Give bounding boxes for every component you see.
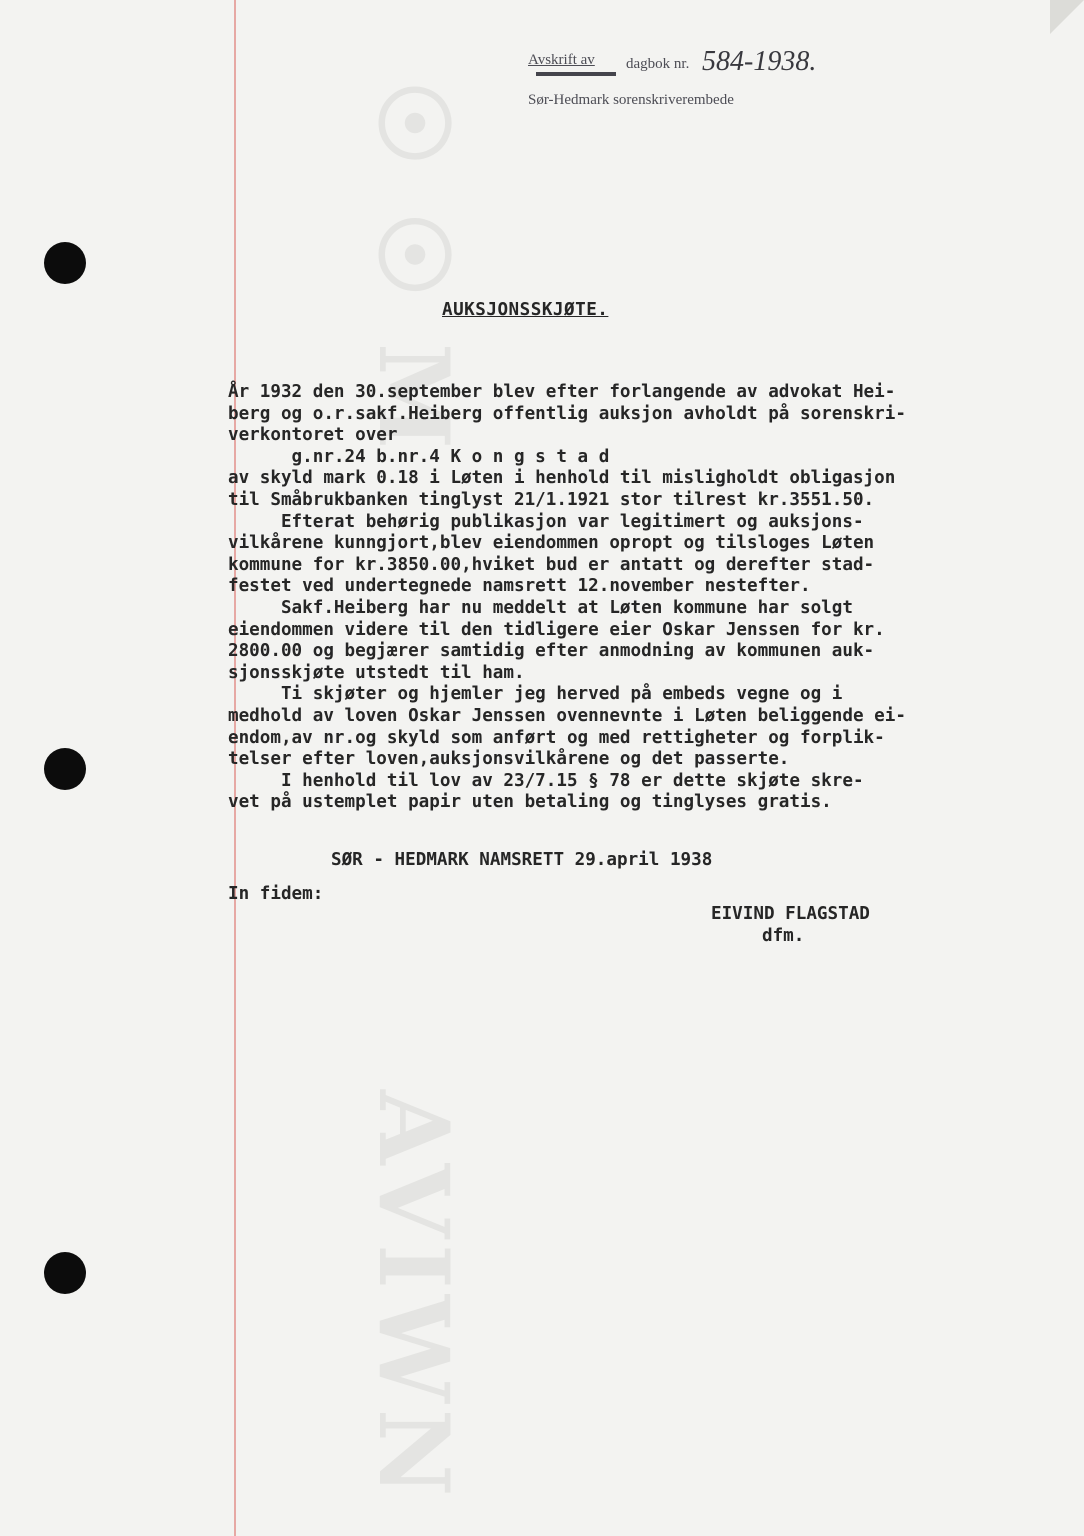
- document-body-line: Efterat behørig publikasjon var legitimert og auksjons-: [228, 511, 864, 532]
- stamp-dagbok-number: 584-1938.: [702, 46, 817, 77]
- document-body-line: telser efter loven,auksjonsvilkårene og det passerte.: [228, 749, 790, 770]
- document-body-line: endom,av nr.og skyld som anført og med rettigheter og forplik-: [228, 727, 885, 748]
- watermark-bottom: AVIWN: [357, 1090, 470, 1503]
- document-body-line: Ti skjøter og hjemler jeg herved på embeds vegne og i: [228, 684, 843, 705]
- signer-name: EIVIND FLAGSTAD: [711, 904, 870, 924]
- archive-stamp: [528, 46, 858, 108]
- folded-corner: [1050, 0, 1084, 34]
- document-body-line: vet på ustemplet papir uten betaling og tinglyses gratis.: [228, 792, 832, 813]
- stamp-strikeout: [536, 72, 616, 76]
- document-body-line: til Småbrukbanken tinglyst 21/1.1921 stor tilrest kr.3551.50.: [228, 490, 875, 510]
- document-body-line: I henhold til lov av 23/7.15 § 78 er dette skjøte skre-: [228, 770, 864, 791]
- document-body-line: festet ved undertegnede namsrett 12.november nestefter.: [228, 576, 811, 597]
- punch-hole: [44, 1252, 86, 1294]
- document-body-line: vilkårene kunngjort,blev eiendommen opropt og tilsloges Løten: [228, 533, 875, 554]
- document-body-line: Sakf.Heiberg har nu meddelt at Løten kommune har solgt: [228, 598, 853, 618]
- document-body-line: eiendommen videre til den tidligere eier Oskar Jenssen for kr.: [228, 619, 885, 640]
- document-body-line: År 1932 den 30.september blev efter forlangende av advokat Hei-: [228, 382, 896, 402]
- stamp-avskrift-label: Avskrift av: [528, 52, 595, 68]
- document-body-line: berg og o.r.sakf.Heiberg offentlig auksjon avholdt på sorenskri-: [228, 403, 906, 424]
- punch-hole: [44, 748, 86, 790]
- stamp-office: Sør-Hedmark sorenskriverembede: [528, 92, 734, 108]
- stamp-dagbok-label: dagbok nr.: [626, 56, 690, 72]
- document-title: AUKSJONSSKJØTE.: [442, 300, 609, 320]
- in-fidem-label: In fidem:: [228, 884, 324, 904]
- place-date-line: SØR - HEDMARK NAMSRETT 29.april 1938: [331, 850, 713, 870]
- document-body-line: g.nr.24 b.nr.4 K o n g s t a d: [228, 446, 610, 467]
- document-body-line: verkontoret over: [228, 425, 398, 446]
- document-body-line: 2800.00 og begjærer samtidig efter anmodning av kommunen auk-: [228, 641, 875, 662]
- document-body-line: kommune for kr.3850.00,hviket bud er antatt og derefter stad-: [228, 554, 875, 575]
- document-body-line: medhold av loven Oskar Jenssen ovennevnte i Løten beliggende ei-: [228, 706, 906, 726]
- signer-title: dfm.: [762, 926, 805, 946]
- document-body-line: sjonsskjøte utstedt til ham.: [228, 662, 525, 683]
- document-body-line: av skyld mark 0.18 i Løten i henhold til misligholdt obligasjon: [228, 468, 896, 489]
- punch-hole: [44, 242, 86, 284]
- watermark-top: ☉ ☉ M: [357, 80, 470, 456]
